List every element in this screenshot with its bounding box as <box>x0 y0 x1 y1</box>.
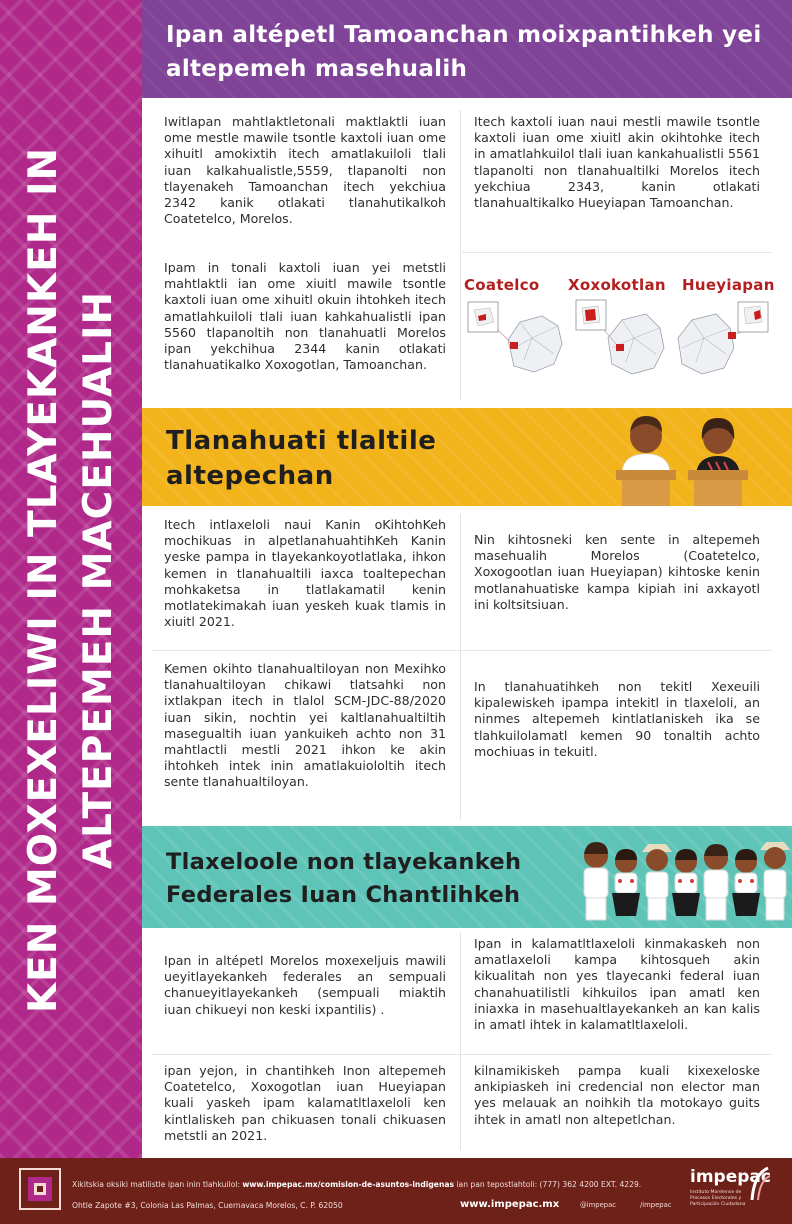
section3-para3: ipan yejon, in chantihkeh Inon altepemeh Coatetelco, Xoxogotlan iuan Hueyiapan kuali yaskeh ipam kalamatltlaxeloli ken kintlaliskeh pan chikuasen tonali chikuasen metstli an 2021. <box>164 1063 446 1143</box>
footer-info-prefix: Xikitskia oksiki matilistle ipan inin tlahkuilol: <box>72 1180 243 1189</box>
map-hueyiapan <box>678 302 768 374</box>
map-label-hueyiapan: Hueyiapan <box>682 276 775 294</box>
speaker-man-icon <box>616 416 676 506</box>
person-icon <box>612 849 640 916</box>
side-title <box>16 5 126 1155</box>
person-icon <box>760 842 790 920</box>
section2-hdivider <box>152 650 772 651</box>
person-icon <box>584 842 608 920</box>
footer-social-facebook[interactable]: /impepac <box>640 1201 672 1209</box>
footer-info-line <box>72 1180 641 1189</box>
map-label-xoxokotlan: Xoxokotlan <box>568 276 666 294</box>
map-coatelco <box>468 302 562 372</box>
impepac-logo: impepac <box>690 1167 771 1187</box>
person-icon <box>732 849 760 916</box>
section2-para2: Nin kihtosneki ken sente in altepemeh masehualih Morelos (Coatetelco, Xoxogootlan iuan Hueyiapan) kihtoske kenin motlanahuatiske kampa kipiah ini axkayotl ini koltsitsiuan. <box>474 532 760 612</box>
section2-divider <box>460 514 461 820</box>
impepac-mark-icon <box>748 1164 772 1204</box>
section1-divider <box>460 110 461 400</box>
map-xoxokotlan <box>576 300 664 374</box>
section2-para3: Kemen okihto tlanahualtiloyan non Mexihko tlanahualtiloyan chikawi tlatsahki non ixtlakpan itech in tlalol SCM-JDC-88/2020 iuan sikin, nochtin yei kaltlanahualtiltih masegualtih iuan yankuikeh achto non 31 mahtlactli mestli 2021 ihkon ke akin ihtohkeh intek inin amatlakuiololtih itech sente tlanahualtiloyan. <box>164 661 446 790</box>
section3-title: Tlaxeloole non tlayekankeh Federales Iuan Chantlihkeh <box>166 849 522 908</box>
state-maps <box>462 298 772 382</box>
side-title-line1: KEN MOXEXELIWI IN TLAYEKANKEH IN <box>21 146 66 1014</box>
footer <box>0 1158 792 1224</box>
section2-para1: Itech intlaxeloli naui Kanin oKihtohKeh mochikuas in alpetlanahuahtihKeh Kanin yeske pampa in tlayekankoyotlatlaka, ihkon kemen in tlanahualtili iaxca toaltepechan mohkaketsa in tlatlakamatil kenin motlatekimakah iuan yeskeh kuak tlamis in xiuitl 2021. <box>164 517 446 630</box>
section3-para4: kilnamikiskeh pampa kuali kixexeloske ankipiaskeh ini credencial non elector man yes melauak an noihkih tla motokayo guits ihtek in amatl non altepetlchan. <box>474 1063 760 1127</box>
section1-para1: Iwitlapan mahtlaktletonali maktlaktli iuan ome mestle mawile tsontle kaxtoli iuan ome xihuitl amokixtih itech amatlakuiloli tlali iuan kalkahualistle,5559, tlapanolti non tlayenakeh Tamoanchan itech yekchiua 2342 kanik otlakati tlanahutikalkoh Coatetelco, Morelos. <box>164 114 446 227</box>
footer-link[interactable]: www.impepac.mx/comision-de-asuntos-indigenas <box>242 1180 455 1189</box>
speakers-illustration <box>608 410 758 506</box>
footer-address: Ohtle Zapote #3, Colonia Las Palmas, Cuernavaca Morelos, C. P. 62050 <box>72 1201 343 1210</box>
speaker-woman-icon <box>688 418 748 506</box>
section3-hdivider <box>152 1054 772 1055</box>
footer-social-twitter[interactable]: @impepac <box>580 1201 617 1209</box>
section1-para3: Itech kaxtoli iuan naui mestli mawile tsontle kaxtoli iuan ome xiuitl akin okihtohke itech in amatlahkuilol tlali iuan kankahualistli 5561 tlapanolti non tlanahualtilki Morelos itech yekchiua 2343, kanin otlakati tlanahualtikalko Hueyiapan Tamoanchan. <box>474 114 760 211</box>
indigenous-emblem-icon <box>16 1165 64 1213</box>
side-banner <box>0 0 142 1158</box>
footer-info-suffix: ian pan tepostlahtoli: (777) 362 4200 EXT. 4229. <box>454 1180 642 1189</box>
section3-divider <box>460 932 461 1150</box>
section3-para1: Ipan in altépetl Morelos moxexeljuis mawili ueyitlayekankeh federales an sempuali chanueyitlayekankeh (sempuali miaktih iuan chikueyi non keski ixpantilis) . <box>164 953 446 1017</box>
person-icon <box>672 849 700 916</box>
people-group-illustration <box>574 832 792 928</box>
section1-hdivider <box>462 252 772 253</box>
person-icon <box>704 844 728 920</box>
person-icon <box>642 844 672 920</box>
map-label-coatelco: Coatelco <box>464 276 540 294</box>
section1-title: Ipan altépetl Tamoanchan moixpantihkeh yei altepemeh masehualih <box>166 22 762 82</box>
section1-para2: Ipam in tonali kaxtoli iuan yei metstli mahtlaktli ian ome xiuitl mawile tsontle kaxtoli iuan ome xihuitl okuin ihtohkeh itech amatlahkuiloli tlali iuan kahkahualistli ipan 5560 tlapanoltih non tlanahuatli Morelos ipan yekchihua 2344 kanin otlakati tlanahuatikalko Xoxogotlan, Tamoanchan. <box>164 260 446 373</box>
section2-para4: In tlanahuatihkeh non tekitl Xexeuili kipalewiskeh ipampa intekitl in tlaxeloli, an ninmes altepemeh kintlatlaniskeh ika se tlahkuilolamatl kemen 90 tonaltih achto mochiuas in tekuitl. <box>474 679 760 759</box>
impepac-logo-subtitle: Instituto Morelense de Procesos Electorales y Participación Ciudadana <box>690 1190 746 1207</box>
footer-website[interactable]: www.impepac.mx <box>460 1199 560 1210</box>
section3-para2: Ipan in kalamatltlaxeloli kinmakaskeh non amatlaxeloli kampa kihtosqueh akin kikualitah non yes tlayecanki federal iuan chanahuatilistli kihkuilos ipan amatl ken iniaxka in masehualtlayekankeh an kan kalis in amatl ihtek in kalamatltlaxeloli. <box>474 936 760 1033</box>
section2-title: Tlanahuati tlaltile altepechan <box>166 426 437 491</box>
side-title-line2: ALTEPEMEH MACEHUALIH <box>76 290 121 870</box>
